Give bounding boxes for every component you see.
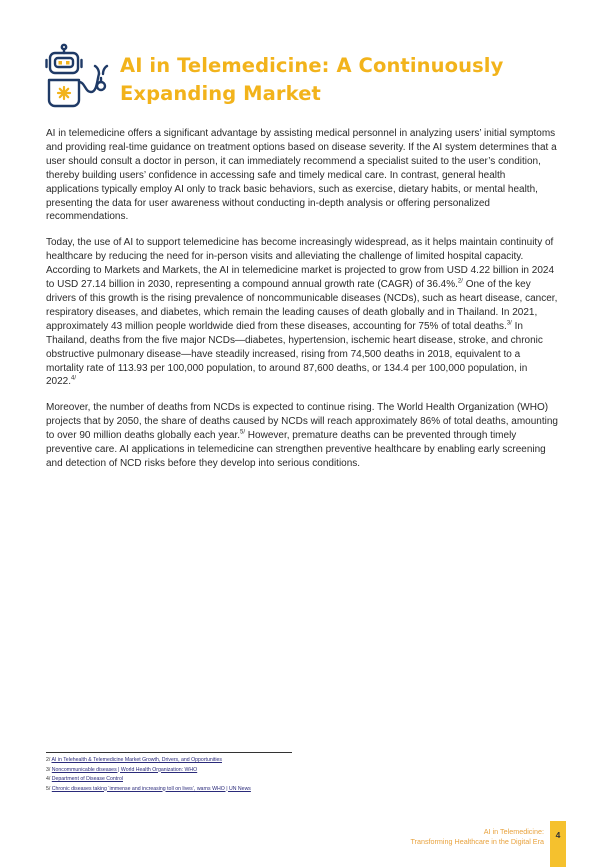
p2-text-a: Today, the use of AI to support telemedicine has become increasingly widespread, as it helps maintain continuity of healthcare by reducing the need for in-person visits and alleviating the challenge of limited hospital capacity. According to Markets and Markets, the AI in telemedicine market is projected to grow from USD 4.22 billion in 2024 to USD 27.14 billion in 2030, representing a compound annual growth rate (CAGR) of 36.4%.: [46, 237, 555, 291]
p3-text-a: Moreover, the number of deaths from NCDs is expected to continue rising. The World Health Organization (WHO) projects that by 2050, the share of deaths caused by NCDs will reach approximately 86% of total deaths, amounting to over 90 million deaths globally each year.: [46, 402, 558, 442]
footnote-num: 3/: [46, 766, 51, 773]
title-line-1: AI in Telemedicine: A Continuously: [120, 54, 504, 77]
footnote-num: 5/: [46, 785, 51, 792]
paragraph-3: [46, 401, 558, 471]
footer-line-1: AI in Telemedicine:: [483, 827, 544, 836]
footer-title: [410, 827, 544, 846]
footnote-num: 4/: [46, 776, 51, 782]
footer-line-2: Transforming Healthcare in the Digital Era: [410, 836, 544, 846]
page-title: [120, 52, 503, 108]
footnote-link[interactable]: Noncommunicable diseases | World Health Organization: WHO: [51, 766, 198, 773]
p2-text-b: One of the key drivers of this growth is the rising prevalence of noncommunicable diseases (NCDs), such as heart disease, cancer, respiratory diseases, and diabetes, which remain the leading causes of death globally and in Thailand. In 2021, approximately 43 million people worldwide died from these diseases, accounting for 75% of total deaths.: [46, 279, 558, 332]
footnote-link[interactable]: Department of Disease Control: [51, 776, 123, 782]
footnote-ref-2: 2/: [457, 278, 463, 285]
footnote-2: [46, 756, 346, 766]
page-header: [44, 42, 503, 110]
footnote-4: [46, 775, 346, 785]
paragraph-2: [46, 236, 558, 389]
footnote-divider: [46, 752, 292, 753]
p2-text-c: In Thailand, deaths from the five major NCDs—diabetes, hypertension, ischemic heart disease, stroke, and chronic obstructive pulmonary disease—have steadily increased, rising from 74,500 deaths in 2018, equivalent to a mortality rate of 113.93 per 100,000 population, to around 87,600 deaths, or 134.4 per 100,000 population, in 2022.: [46, 320, 543, 388]
paragraph-1: AI in telemedicine offers a significant advantage by assisting medical personnel in analyzing users’ initial symptoms and providing real-time guidance on treatment options based on disease severity. If the AI system determines that a user should consult a doctor in person, it can immediately recommend a specialist suited to the user’s condition, thereby building users’ confidence in accessing safe and timely medical care. In contrast, general health applications typically employ AI only to track basic behaviors, such as exercise, dietary habits, or mental health, presenting the data for user awareness without conducting in-depth analysis or offering personalized recommendations.: [46, 128, 557, 223]
footnote-3: [46, 766, 346, 776]
footnote-ref-5: 5/: [240, 429, 246, 436]
footnote-ref-4: 4/: [71, 376, 77, 383]
footnote-num: 2/: [46, 757, 51, 763]
footnote-link[interactable]: Chronic diseases taking ‘immense and increasing toll on lives’, warns WHO | UN News: [51, 785, 251, 792]
footnotes: [46, 752, 346, 794]
p3-text-b: However, premature deaths can be prevented through timely preventive care. AI applications in telemedicine can strengthen preventive healthcare by enabling early screening and detection of NCD risks before they develop into serious conditions.: [46, 430, 546, 469]
footnote-ref-3: 3/: [506, 320, 512, 327]
footnote-5: [46, 785, 346, 795]
page-number: 4: [550, 821, 566, 867]
body-text: [46, 127, 558, 483]
robot-doctor-stethoscope-icon: [44, 42, 112, 110]
title-line-2: Expanding Market: [120, 82, 321, 105]
footnote-link[interactable]: AI in Telehealth & Telemedicine Market Growth, Drivers, and Opportunities: [51, 757, 222, 763]
